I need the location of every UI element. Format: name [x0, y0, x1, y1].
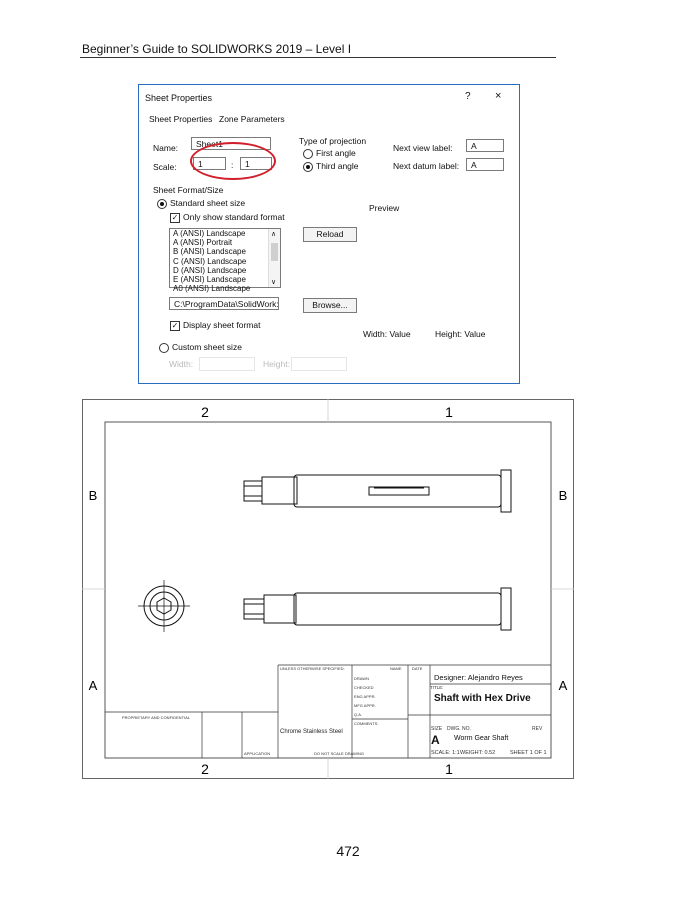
drawing-title: Shaft with Hex Drive — [434, 693, 531, 704]
list-item[interactable]: C (ANSI) Landscape — [173, 256, 247, 266]
next-datum-label: Next datum label: — [393, 161, 460, 171]
scale-highlight-ellipse — [190, 142, 276, 180]
next-datum-field[interactable]: A — [466, 158, 504, 171]
list-item[interactable]: A (ANSI) Portrait — [173, 238, 233, 248]
custom-height-field[interactable] — [291, 357, 347, 371]
radio-selected-icon — [157, 199, 167, 209]
chevron-up-icon[interactable]: ∧ — [271, 231, 277, 238]
standard-size-radio[interactable] — [157, 198, 245, 209]
sheet-properties-dialog — [138, 84, 520, 384]
proprietary-label: PROPRIETARY AND CONFIDENTIAL — [122, 715, 191, 720]
only-standard-checkbox[interactable] — [170, 212, 285, 223]
scale-denominator-field[interactable]: 1 — [240, 157, 272, 170]
unless-specified: UNLESS OTHERWISE SPECIFIED: — [280, 666, 345, 671]
third-angle-label: Third angle — [316, 161, 359, 171]
mfg-appr-label: MFG APPR. — [354, 703, 376, 708]
scale-numerator-field[interactable]: 1 — [193, 157, 226, 170]
weight-value: WEIGHT: 0.52 — [460, 750, 496, 756]
custom-width-label: Width: — [169, 359, 194, 369]
list-item[interactable]: D (ANSI) Landscape — [173, 265, 247, 275]
application-label: APPLICATION — [244, 751, 271, 756]
preview-label: Preview — [369, 203, 400, 213]
tab-zone-parameters[interactable]: Zone Parameters — [219, 114, 285, 124]
scale-value: SCALE: 1:1 — [431, 750, 460, 756]
size-label: SIZE — [431, 726, 443, 732]
tab-sheet-properties[interactable]: Sheet Properties — [149, 114, 213, 124]
name-field[interactable]: Sheet1 — [191, 137, 271, 150]
custom-size-label: Custom sheet size — [172, 342, 242, 352]
zone-label: A — [88, 678, 98, 693]
list-item[interactable]: A0 (ANSI) Landscape — [173, 284, 251, 294]
width-readout — [363, 329, 411, 339]
sheet-border — [83, 400, 574, 779]
qa-label: Q.A. — [354, 712, 363, 717]
date-column: DATE — [412, 666, 423, 671]
name-label: Name: — [153, 143, 179, 153]
help-button[interactable]: ? — [465, 91, 471, 102]
sheet-size-list[interactable] — [169, 228, 281, 294]
browse-button[interactable]: Browse... — [303, 298, 357, 313]
height-readout — [435, 329, 485, 339]
page-number: 472 — [336, 843, 360, 859]
standard-size-label: Standard sheet size — [170, 198, 246, 208]
height-value: Value — [464, 329, 486, 339]
list-item[interactable]: E (ANSI) Landscape — [173, 275, 246, 285]
list-scrollbar[interactable] — [268, 229, 280, 287]
zone-label: B — [558, 488, 568, 503]
projection-label: Type of projection — [299, 136, 367, 146]
eng-appr-label: ENG APPR. — [354, 694, 376, 699]
drawn-label: DRAWN — [354, 676, 369, 681]
only-standard-label: Only show standard format — [183, 212, 285, 222]
third-angle-radio[interactable] — [303, 161, 359, 172]
width-value: Value — [389, 329, 411, 339]
sheet-count: SHEET 1 OF 1 — [510, 750, 547, 756]
drawing-sheet — [82, 399, 574, 779]
zone-label: 1 — [445, 404, 453, 420]
height-label: Height: — [435, 329, 462, 339]
checkmark-icon: ✓ — [171, 212, 179, 222]
zone-label: B — [88, 488, 98, 503]
title-label: TITLE: — [430, 685, 444, 690]
scale-separator: : — [231, 160, 234, 170]
zone-label: 1 — [445, 761, 453, 777]
custom-size-radio[interactable] — [159, 342, 242, 353]
zone-label: A — [558, 678, 568, 693]
comments-label: COMMENTS: — [354, 721, 379, 726]
chevron-down-icon[interactable]: ∨ — [271, 279, 277, 286]
scale-label: Scale: — [153, 162, 177, 172]
first-angle-radio[interactable] — [303, 148, 356, 159]
designer-name: Designer: Alejandro Reyes — [434, 673, 523, 682]
checked-label: CHECKED — [354, 685, 374, 690]
display-format-label: Display sheet format — [183, 320, 261, 330]
radio-icon — [159, 343, 169, 353]
close-icon[interactable]: × — [495, 90, 502, 102]
list-item[interactable]: B (ANSI) Landscape — [173, 247, 246, 257]
material-value: Chrome Stainless Steel — [280, 729, 343, 735]
running-header: Beginner’s Guide to SOLIDWORKS 2019 – Level I — [82, 42, 352, 56]
format-path-field[interactable]: C:\ProgramData\SolidWork: — [169, 297, 279, 310]
first-angle-label: First angle — [316, 148, 356, 158]
size-value: A — [431, 733, 440, 747]
display-format-checkbox[interactable] — [170, 320, 260, 331]
zone-label: 2 — [201, 761, 209, 777]
dwg-no-value: Worm Gear Shaft — [454, 735, 509, 742]
next-view-label: Next view label: — [393, 143, 453, 153]
rev-label: REV — [532, 726, 543, 732]
name-column: NAME — [390, 666, 402, 671]
checkmark-icon: ✓ — [171, 320, 179, 330]
zone-label: 2 — [201, 404, 209, 420]
scroll-thumb[interactable] — [271, 243, 278, 261]
next-view-field[interactable]: A — [466, 139, 504, 152]
dwg-no-label: DWG. NO. — [447, 726, 471, 732]
width-label: Width: — [363, 329, 388, 339]
custom-width-field[interactable] — [199, 357, 255, 371]
do-not-scale-label: DO NOT SCALE DRAWING — [314, 751, 365, 756]
custom-height-label: Height: — [263, 359, 290, 369]
header-rule — [80, 57, 556, 58]
list-item[interactable]: A (ANSI) Landscape — [173, 229, 246, 238]
radio-selected-icon — [303, 162, 313, 172]
reload-button[interactable]: Reload — [303, 227, 357, 242]
dialog-title: Sheet Properties — [145, 93, 213, 103]
sheet-format-label: Sheet Format/Size — [153, 185, 224, 195]
radio-icon — [303, 149, 313, 159]
